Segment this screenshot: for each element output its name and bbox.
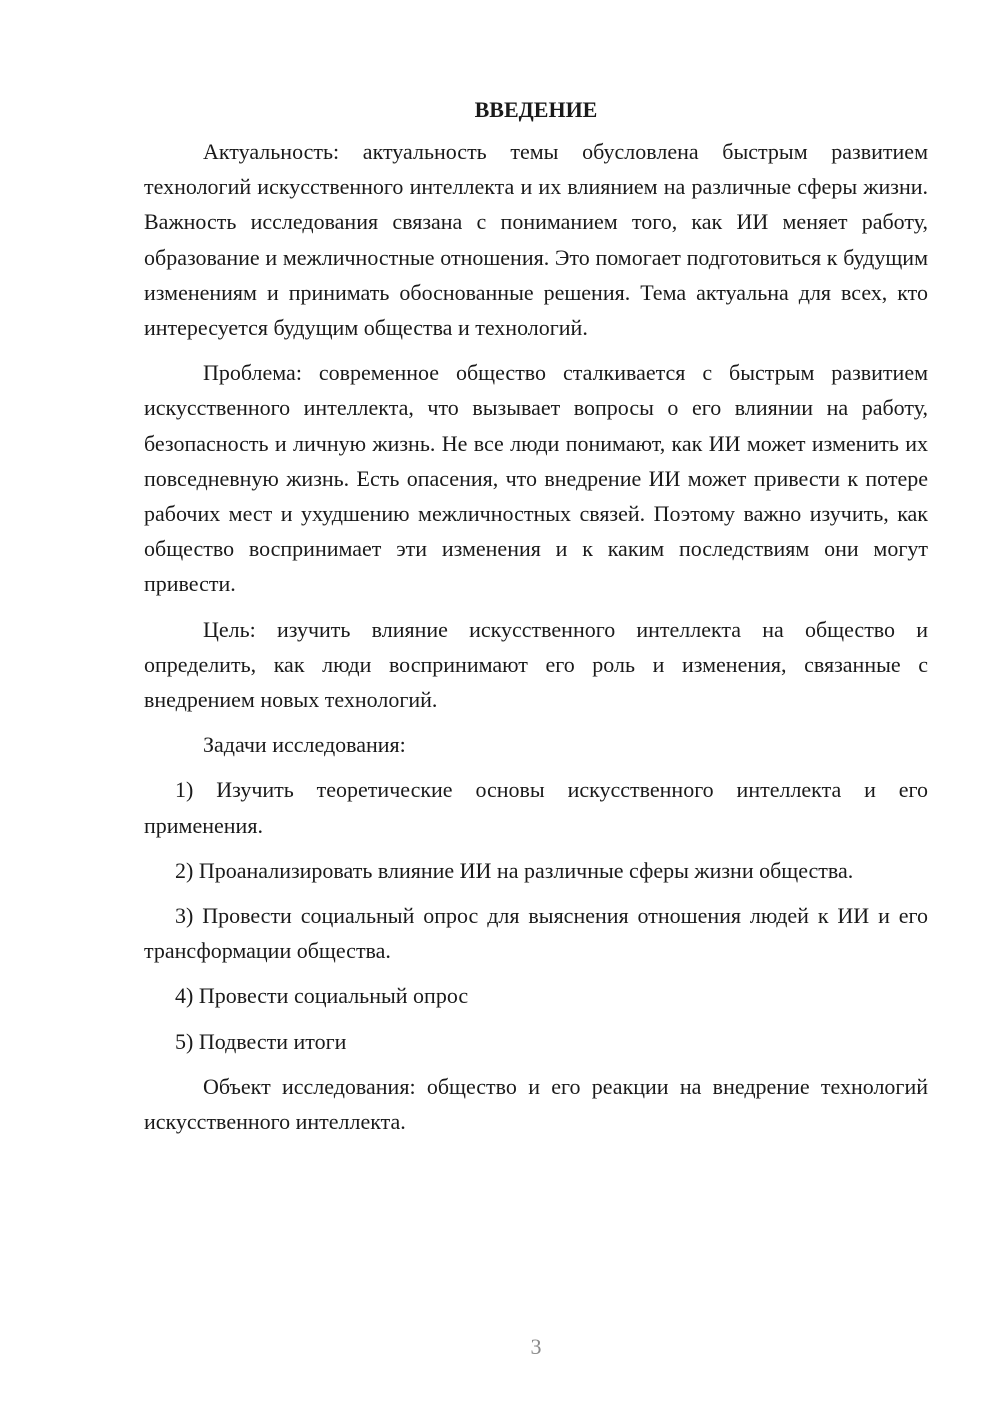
task-item-4: 4) Провести социальный опрос <box>175 983 469 1009</box>
page-content <box>144 98 928 1149</box>
paragraph-relevance: Актуальность: актуальность темы обусловлена быстрым развитием технологий искусственного интеллекта и их влиянием на различные сферы жизни. Важность исследования связана с пониманием того, как ИИ меняет работу, образование и межличностные отношения. Это помогает подготовиться к будущим изменениям и принимать обоснованные решения. Тема актуальна для всех, кто интересуется будущим общества и технологий. <box>144 139 928 341</box>
tasks-heading: Задачи исследования: <box>203 732 406 758</box>
paragraph-goal: Цель: изучить влияние искусственного интеллекта на общество и определить, как люди воспринимают его роль и изменения, связанные с внедрением новых технологий. <box>144 616 928 713</box>
task-item-3: 3) Провести социальный опрос для выяснения отношения людей к ИИ и его трансформации общества. <box>144 903 928 964</box>
task-item-5: 5) Подвести итоги <box>175 1028 347 1054</box>
paragraph-object: Объект исследования: общество и его реакции на внедрение технологий искусственного интеллекта. <box>144 1073 928 1135</box>
task-item-2: 2) Проанализировать влияние ИИ на различные сферы жизни общества. <box>175 857 854 883</box>
task-item-1: 1) Изучить теоретические основы искусственного интеллекта и его применения. <box>144 777 928 838</box>
paragraph-problem: Проблема: современное общество сталкивается с быстрым развитием искусственного интеллекта, что вызывает вопросы о его влиянии на работу, безопасность и личную жизнь. Не все люди понимают, как ИИ может изменить их повседневную жизнь. Есть опасения, что внедрение ИИ может привести к потере рабочих мест и ухудшению межличностных связей. Поэтому важно изучить, как общество воспринимает эти изменения и к каким последствиям они могут привести. <box>144 360 928 597</box>
page-title: ВВЕДЕНИЕ <box>474 97 598 122</box>
page-number: 3 <box>530 1334 542 1359</box>
